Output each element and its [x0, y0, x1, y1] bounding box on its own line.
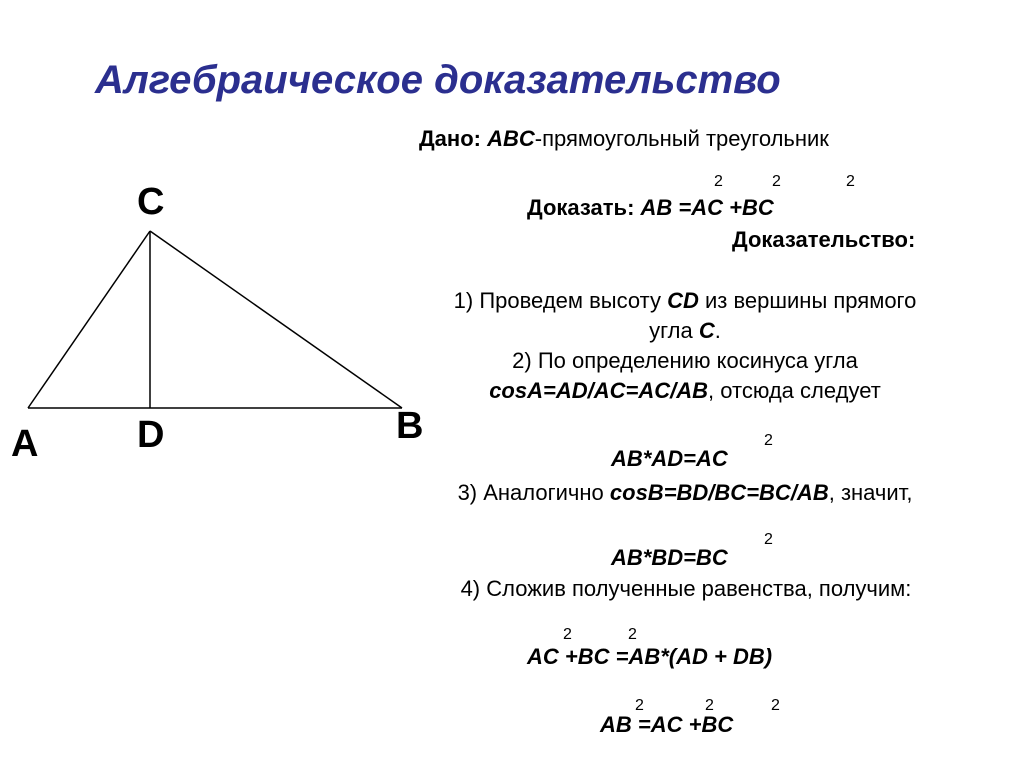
- step3-formula: cosB=BD/BC=BC/AB: [609, 480, 829, 505]
- prove-exp-1: 2: [714, 173, 723, 190]
- eq2-formula: AB*BD=BC: [611, 545, 728, 570]
- step1-c: C: [698, 318, 715, 343]
- step1-post: из вершины прямого: [698, 288, 917, 313]
- step2-post: , отсюда следует: [708, 378, 881, 403]
- slide-title: Алгебраическое доказательство: [95, 58, 781, 102]
- vertex-label-c: C: [137, 181, 165, 223]
- eq4-exp-1: 2: [635, 697, 644, 714]
- step2-formula: cosA=AD/AC=AC/AB: [489, 378, 709, 403]
- step1-line2: [649, 318, 721, 344]
- step3-post: , значит,: [828, 480, 913, 505]
- step3-pre: 3) Аналогично: [457, 480, 610, 505]
- step1-line2-post: .: [714, 318, 721, 343]
- prove-label: Доказать:: [527, 195, 635, 220]
- eq4-formula: AB =AC +BC: [600, 712, 734, 737]
- given-triangle: ABC: [487, 126, 535, 151]
- given-line: [419, 126, 829, 152]
- eq3-exp-2: 2: [628, 626, 637, 643]
- step1-line1: [454, 288, 917, 314]
- eq4-exp-3: 2: [771, 697, 780, 714]
- step3-line: [458, 480, 913, 506]
- given-label: Дано:: [419, 126, 481, 151]
- proof-heading: Доказательство:: [732, 227, 916, 252]
- step4-line: 4) Сложив полученные равенства, получим:: [460, 576, 912, 601]
- vertex-label-d: D: [137, 414, 165, 456]
- eq1-formula: AB*AD=AC: [611, 446, 728, 471]
- eq3-exp-1: 2: [563, 626, 572, 643]
- step2-line2: [489, 378, 881, 404]
- prove-exp-3: 2: [846, 173, 855, 190]
- eq4-exp-2: 2: [705, 697, 714, 714]
- vertex-label-a: A: [11, 423, 39, 465]
- prove-formula: AB =AC +BC: [640, 195, 774, 220]
- prove-exp-2: 2: [772, 173, 781, 190]
- given-text: -прямоугольный треугольник: [534, 126, 829, 151]
- eq3-formula: AC +BC =AB*(AD + DB): [527, 644, 773, 669]
- eq1-exp: 2: [764, 432, 773, 449]
- step1-cd: CD: [667, 288, 699, 313]
- vertex-label-b: B: [396, 405, 424, 447]
- side-ac: [28, 231, 150, 408]
- step2-line1: 2) По определению косинуса угла: [512, 348, 858, 373]
- side-bc: [150, 231, 402, 408]
- eq2-exp: 2: [764, 531, 773, 548]
- prove-line: [527, 195, 774, 221]
- step1-line2-pre: угла: [649, 318, 699, 343]
- step1-pre: 1) Проведем высоту: [453, 288, 668, 313]
